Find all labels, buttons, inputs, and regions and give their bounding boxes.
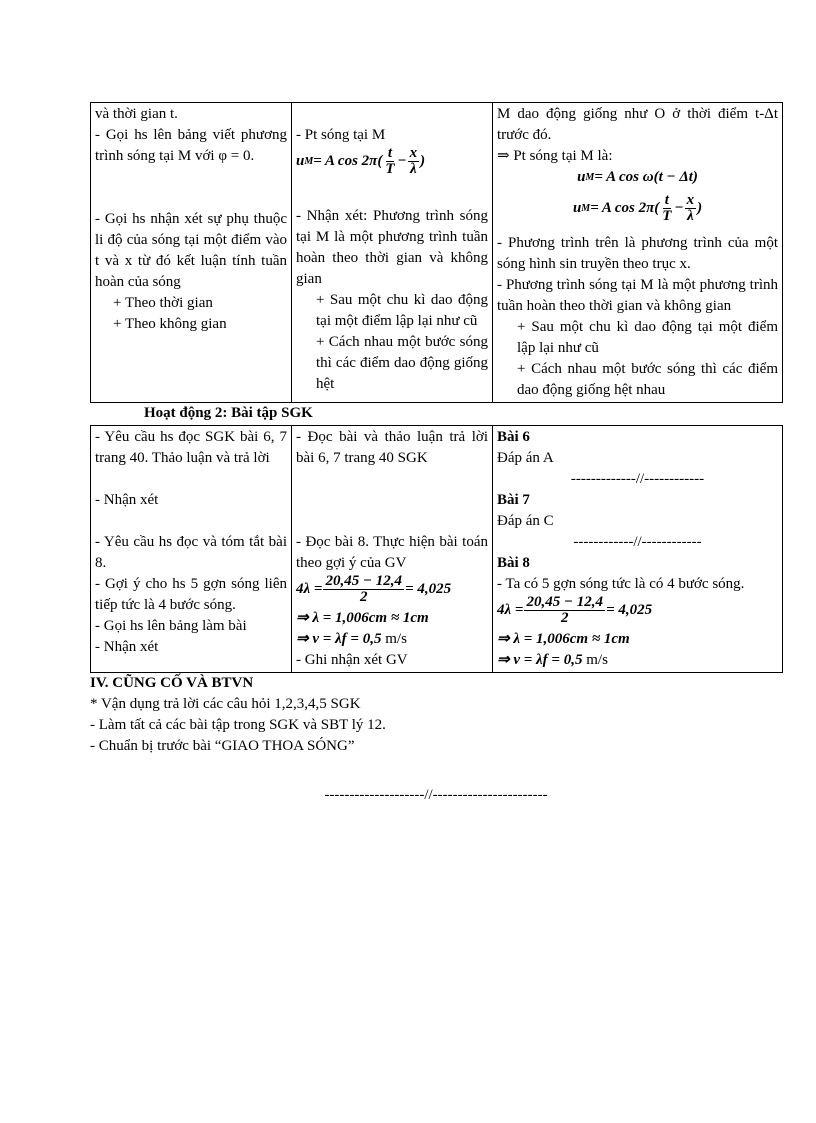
- text-line: + Sau một chu kì dao động tại một điểm lập lại như cũ: [316, 292, 488, 329]
- text-line: - Gọi hs lên bảng làm bài: [95, 618, 247, 634]
- text-line: - Gọi hs lên bảng viết phương trình sóng tại M với φ = 0.: [95, 127, 287, 164]
- student-column: [292, 103, 493, 403]
- exercise-8-title: Bài 8: [497, 555, 530, 571]
- text-line: + Cách nhau một bước sóng thì các điểm dao động giống hệt nhau: [517, 361, 778, 398]
- exercise-7-answer: Đáp án C: [497, 513, 554, 529]
- section-4: [90, 673, 782, 757]
- wave-equation-omega: u M = A cos ω(t − Δt): [577, 169, 698, 185]
- wave-equation: u M = A cos 2π( $\frac{t}{T}$ − $\frac{x}{\lambda}$ ): [296, 145, 426, 177]
- text-line: - Chuẩn bị trước bài “GIAO THOA SÓNG”: [90, 738, 355, 754]
- speed-result: ⇒ v = λf = 0,5 m/s: [296, 631, 407, 647]
- text-line: - Nhận xét: Phương trình sóng tại M là một phương trình tuần hoàn theo thời gian và không gian: [296, 208, 488, 287]
- text-line: - Yêu cầu hs đọc SGK bài 6, 7 trang 40. Thảo luận và trả lời: [95, 429, 287, 466]
- text-line: - Nhận xét: [95, 492, 159, 508]
- lambda-result: ⇒ λ = 1,006cm ≈ 1cm: [497, 631, 630, 647]
- text-line: - Nhận xét: [95, 639, 159, 655]
- text-line: - Ghi nhận xét GV: [296, 652, 408, 668]
- exercise-6-answer: Đáp án A: [497, 450, 554, 466]
- activity1-table: [90, 102, 783, 403]
- text-line: - Phương trình trên là phương trình của một sóng hình sin truyền theo trục x.: [497, 235, 778, 272]
- text-line: M dao động giống như O ở thời điểm t-Δt trước đó.: [497, 106, 778, 143]
- content-column: [493, 103, 783, 403]
- text-line: + Cách nhau một bước sóng thì các điểm dao động giống hệt: [316, 334, 488, 392]
- text-line: + Sau một chu kì dao động tại một điểm lập lại như cũ: [517, 319, 778, 356]
- text-line: - Yêu cầu hs đọc và tóm tắt bài 8.: [95, 534, 287, 571]
- text-line: - Gọi hs nhận xét sự phụ thuộc li độ của sóng tại một điểm vào t và x từ đó kết luận tính tuần hoàn của sóng: [95, 211, 287, 290]
- document-page: [90, 102, 782, 804]
- text-line: và thời gian t.: [95, 106, 178, 122]
- lambda-equation: 4λ = $\frac{20,45 - 12,4}{2}$ = 4,025: [296, 573, 452, 605]
- lambda-result: ⇒ λ = 1,006cm ≈ 1cm: [296, 610, 429, 626]
- content-column: [493, 426, 783, 673]
- exercise-6-title: Bài 6: [497, 429, 530, 445]
- section-title: IV. CŨNG CỐ VÀ BTVN: [90, 675, 254, 691]
- lambda-equation: 4λ = $\frac{20,45 - 12,4}{2}$ = 4,025: [497, 594, 653, 626]
- text-line: - Pt sóng tại M: [296, 127, 386, 143]
- text-line: ⇒ Pt sóng tại M là:: [497, 148, 613, 164]
- student-column: [292, 426, 493, 673]
- teacher-column: [91, 426, 292, 673]
- text-line: - Đọc bài và thảo luận trả lời bài 6, 7 trang 40 SGK: [296, 429, 488, 466]
- wave-equation: u M = A cos 2π( $\frac{t}{T}$ − $\frac{x}{\lambda}$ ): [572, 192, 703, 224]
- end-divider: --------------------//-----------------------: [324, 787, 548, 803]
- text-line: + Theo thời gian: [113, 295, 213, 311]
- text-line: - Đọc bài 8. Thực hiện bài toán theo gợi ý của GV: [296, 534, 488, 571]
- activity2-table: [90, 425, 783, 673]
- separator: ------------//------------: [573, 534, 702, 550]
- text-line: - Gợi ý cho hs 5 gợn sóng liên tiếp tức là 4 bước sóng.: [95, 576, 287, 613]
- text-line: + Theo không gian: [113, 316, 227, 332]
- separator: -------------//------------: [570, 471, 705, 487]
- text-line: - Làm tất cả các bài tập trong SGK và SBT lý 12.: [90, 717, 386, 733]
- text-line: - Phương trình sóng tại M là một phương trình tuần hoàn theo thời gian và không gian: [497, 277, 778, 314]
- exercise-7-title: Bài 7: [497, 492, 530, 508]
- text-line: - Ta có 5 gợn sóng tức là có 4 bước sóng.: [497, 576, 745, 592]
- text-line: * Vận dụng trả lời các câu hỏi 1,2,3,4,5 SGK: [90, 696, 361, 712]
- speed-result: ⇒ v = λf = 0,5 m/s: [497, 652, 608, 668]
- teacher-column: [91, 103, 292, 403]
- activity2-heading: Hoạt động 2: Bài tập SGK: [144, 405, 313, 421]
